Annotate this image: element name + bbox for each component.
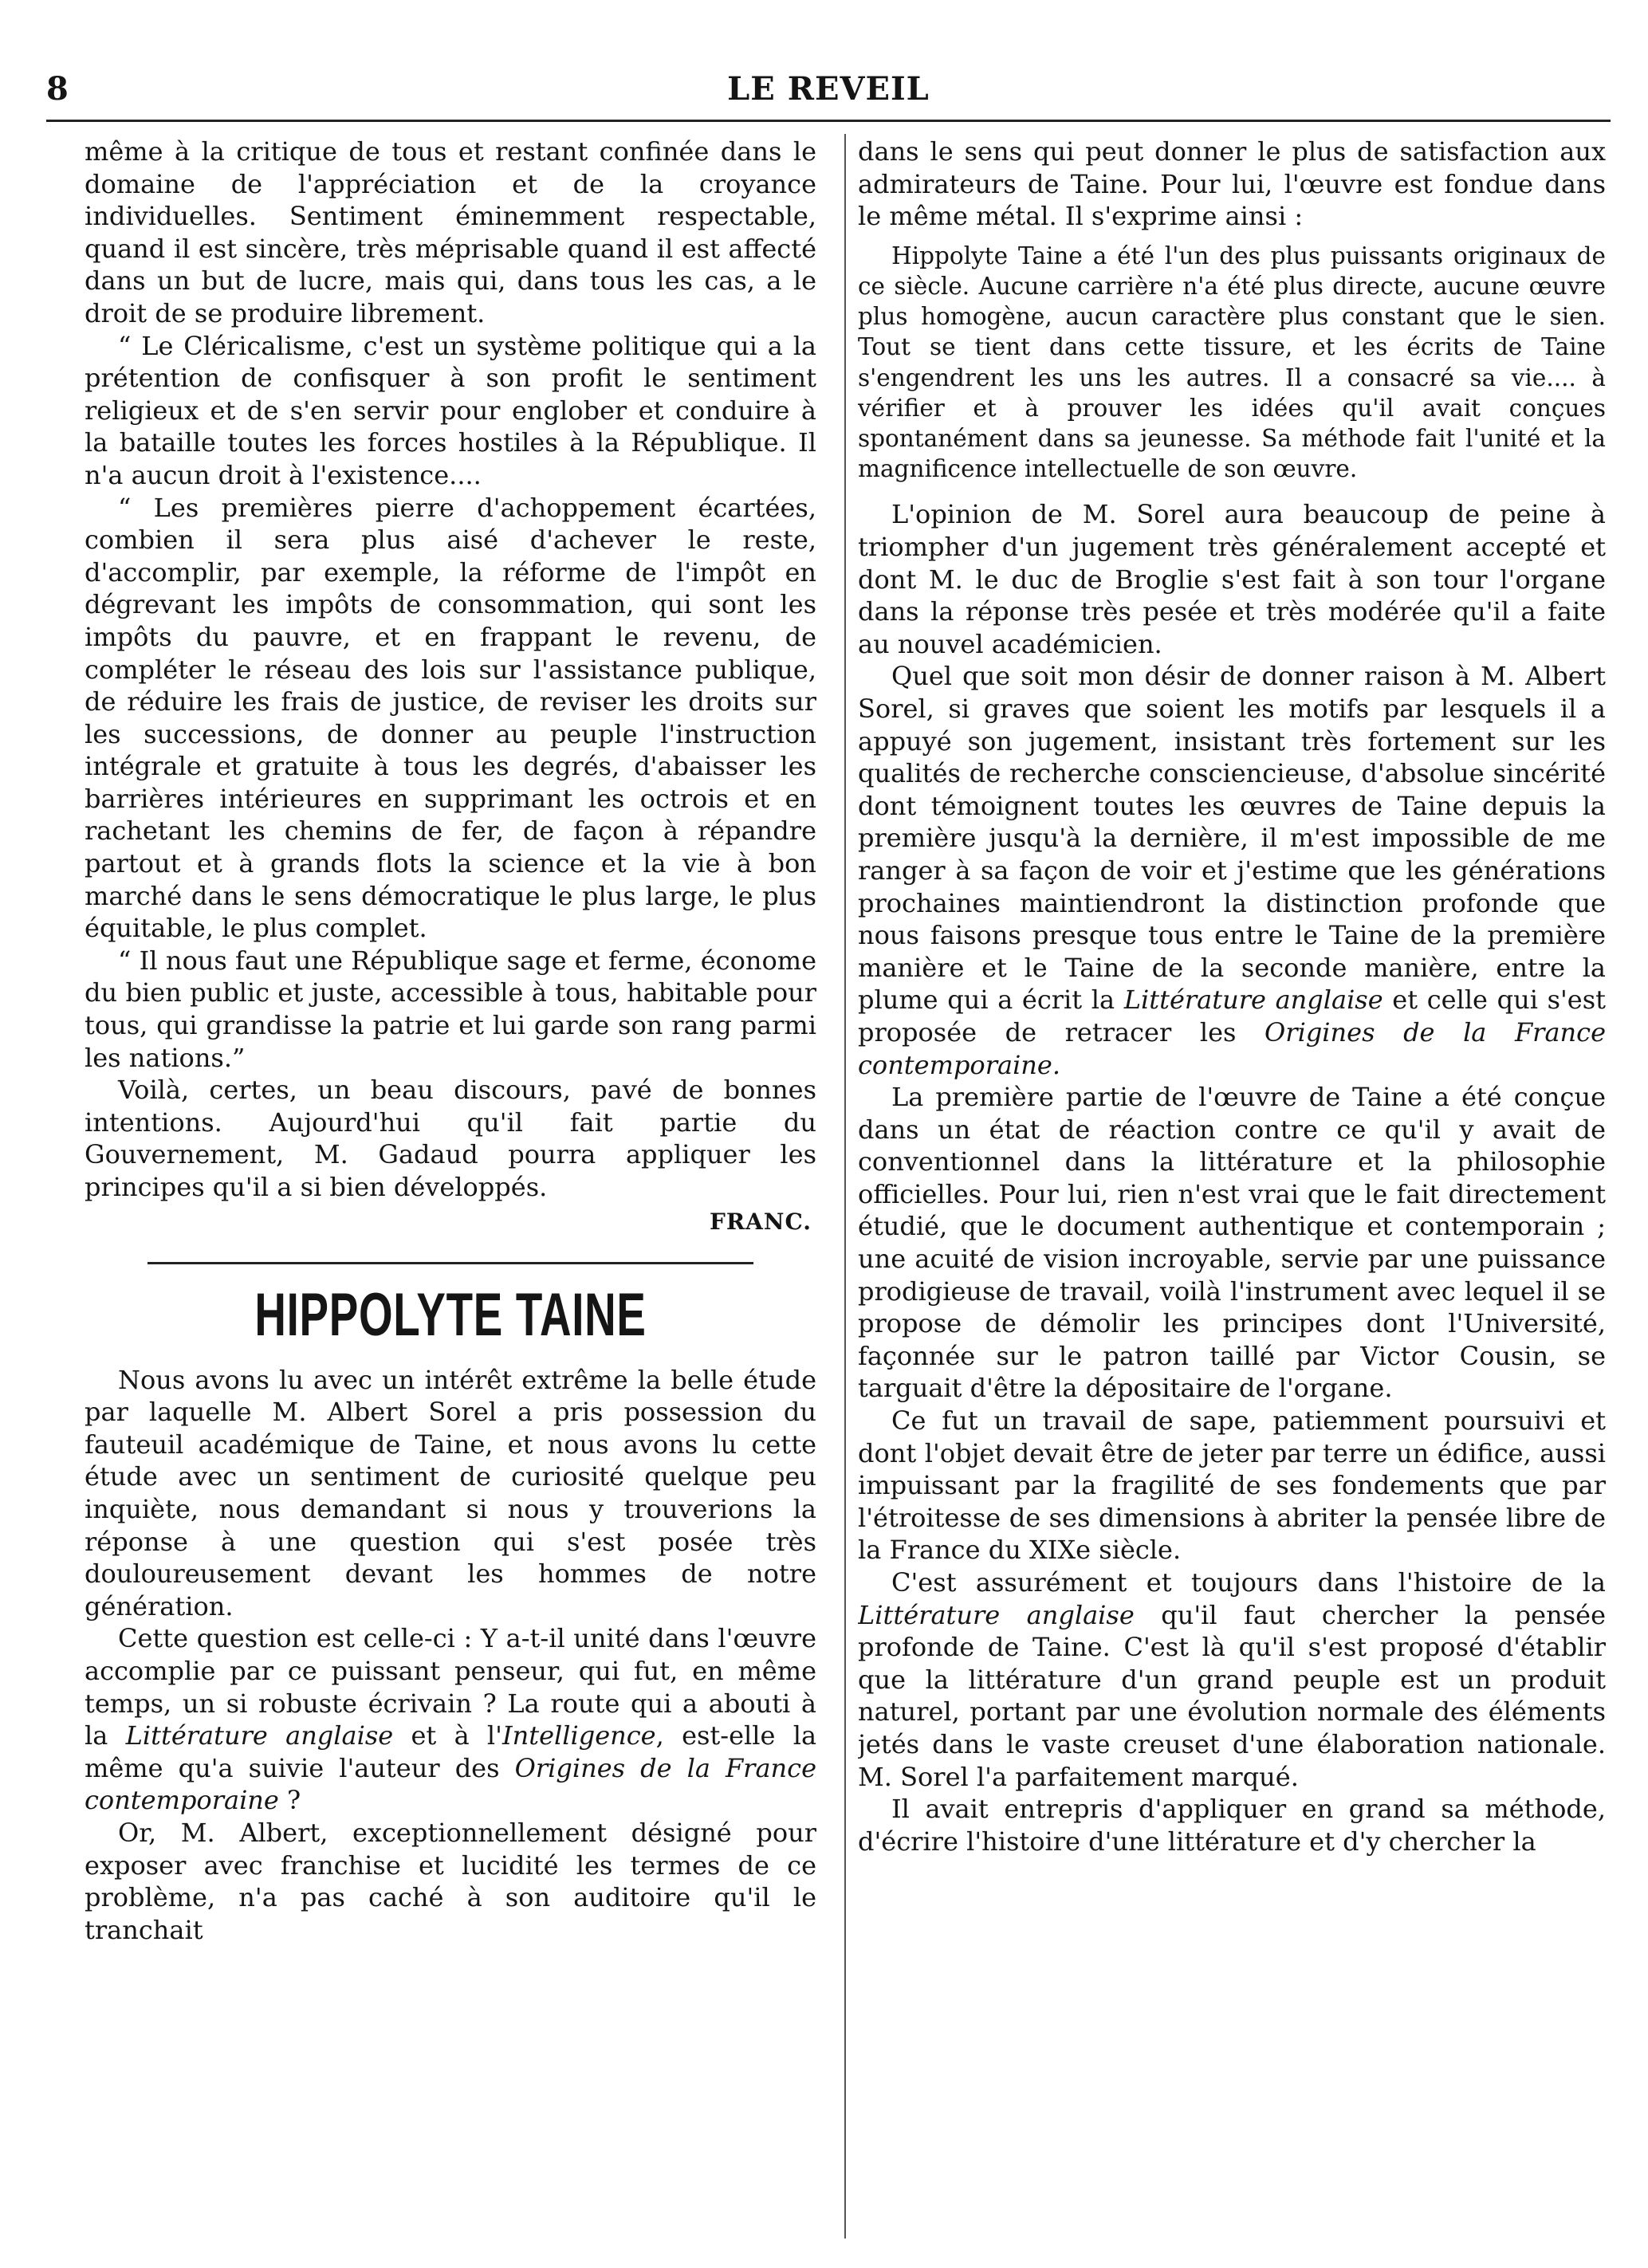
italic-title: Littérature anglaise	[125, 1720, 394, 1751]
paragraph-conclusion: Voilà, certes, un beau discours, pavé de bonnes intentions. Aujourd'hui qu'il fait partie du Gouvernement, M. Gadaud pourra appliquer les principes qu'il a si bien développés.	[85, 1075, 816, 1202]
italic-title: Origines de la France contemporaine	[85, 1752, 816, 1816]
text-run: et à l'	[393, 1720, 502, 1751]
text-run: et celle qui s'est proposée de retracer les	[858, 985, 1606, 1048]
paragraph-quote-clericalism: “ Le Cléricalisme, c'est un système politique qui a la prétention de confisquer à son profit le sentiment religieux et de s'en servir pour englober et conduire à la bataille toutes les forces hostiles à la République. Il n'a aucun droit à l'existence....	[85, 330, 816, 490]
article-paragraph-broglie: L'opinion de M. Sorel aura beaucoup de peine à triompher d'un jugement très généralement accepté et dont M. le duc de Broglie s'est fait à son tour l'organe dans la réponse très pesée et très modérée qu'il a faite au nouvel académicien.	[858, 499, 1606, 659]
italic-title: Littérature anglaise	[858, 1599, 1135, 1630]
text-run: Cette question est celle-ci : Y a-t-il unité dans l'œuvre accomplie par ce puissant penseur, qui fut, en même temps, un si robuste écrivain ? La route qui a abouti à la	[85, 1623, 816, 1751]
text-run: C'est assurément et toujours dans l'histoire de la	[891, 1567, 1606, 1598]
right-column	[858, 136, 1606, 2244]
section-rule	[147, 1262, 753, 1264]
left-column	[85, 136, 816, 2244]
text-run: qu'il faut chercher la pensée profonde de Taine. C'est là qu'il s'est proposé d'établir que la littérature d'un grand peuple est un produit naturel, portant par une évolution normale des éléments jetés dans le vaste creuset d'une élaboration nationale. M. Sorel l'a parfaitement marqué.	[858, 1599, 1606, 1792]
page-number: 8	[46, 70, 69, 108]
text-run: , est-elle la même qu'a suivie l'auteur des	[85, 1720, 816, 1783]
newspaper-title: LE REVEIL	[727, 70, 930, 108]
column-divider	[844, 134, 846, 2239]
header-rule	[46, 120, 1611, 122]
article-paragraph-method: Il avait entrepris d'appliquer en grand sa méthode, d'écrire l'histoire d'une littérature et d'y chercher la	[858, 1794, 1606, 1857]
article-paragraph-literature	[858, 1566, 1606, 1793]
article-title: HIPPOLYTE TAINE	[254, 1280, 647, 1349]
italic-title: Origines de la France contemporaine.	[858, 1016, 1606, 1080]
article-paragraph-question	[85, 1622, 816, 1817]
page-header	[46, 70, 1611, 118]
text-run: Quel que soit mon désir de donner raison à M. Albert Sorel, si graves que soient les motifs par lesquels il a appuyé son jugement, insistant très fortement sur les qualités de recherche consciencieuse, d'absolue sincérité dont témoignent toutes les œuvres de Taine depuis la première jusqu'à la dernière, il m'est impossible de me ranger à sa façon de voir et j'estime que les générations prochaines maintiendront la distinction profonde que nous faisons presque tous entre le Taine de la première manière et le Taine de la seconde manière, entre la plume qui a écrit la	[858, 661, 1606, 1016]
paragraph-continued: même à la critique de tous et restant confinée dans le domaine de l'appréciation et de la croyance individuelles. Sentiment éminemment respectable, quand il est sincère, très méprisable quand il est affecté dans un but de lucre, mais qui, dans tous les cas, a le droit de se produire librement.	[85, 136, 816, 328]
text-run: ?	[278, 1785, 301, 1816]
paragraph-continued: dans le sens qui peut donner le plus de satisfaction aux admirateurs de Taine. Pour lui, l'œuvre est fondue dans le même métal. Il s'exprime ainsi :	[858, 136, 1606, 232]
paragraph-quote-republic: “ Il nous faut une République sage et ferme, économe du bien public et juste, accessible à tous, habitable pour tous, qui grandisse la patrie et lui garde son rang parmi les nations.”	[85, 945, 816, 1073]
italic-title: Intelligence	[501, 1720, 656, 1751]
block-quote-sorel: Hippolyte Taine a été l'un des plus puissants originaux de ce siècle. Aucune carrière n'a été plus directe, aucune œuvre plus homogène, aucun caractère plus constant que le sien. Tout se tient dans cette tissure, et les écrits de Taine s'engendrent les uns les autres. Il a consacré sa vie.... à vérifier et à prouver les idées qu'il avait conçues spontanément dans sa jeunesse. Sa méthode fait l'unité et la magnificence intellectuelle de son œuvre.	[858, 242, 1606, 483]
author-signature: FRANC.	[709, 1208, 812, 1235]
article-paragraph-first-part: La première partie de l'œuvre de Taine a été conçue dans un état de réaction contre ce qu'il y avait de conventionnel dans la littérature et la philosophie officielles. Pour lui, rien n'est vrai que le fait directement étudié, que le document authentique et contemporain ; une acuité de vision incroyable, servie par une puissance prodigieuse de travail, voilà l'instrument avec lequel il se propose de démolir les principes dont l'Université, façonnée sur le patron taillé par Victor Cousin, se targuait d'être la dépositaire de l'organe.	[858, 1082, 1606, 1404]
italic-title: Littérature anglaise	[1123, 985, 1383, 1016]
article-paragraph-sape: Ce fut un travail de sape, patiemment poursuivi et dont l'objet devait être de jeter par terre un édifice, aussi impuissant par la fragilité de ses fondements que par l'étroitesse de ses dimensions à abriter la pensée libre de la France du XIXe siècle.	[858, 1405, 1606, 1566]
article-paragraph-opinion	[858, 660, 1606, 1081]
article-paragraph-sorel: Or, M. Albert, exceptionnellement désigné pour exposer avec franchise et lucidité les termes de ce problème, n'a pas caché à son auditoire qu'il le tranchait	[85, 1817, 816, 1945]
article-paragraph-intro: Nous avons lu avec un intérêt extrême la belle étude par laquelle M. Albert Sorel a pris possession du fauteuil académique de Taine, et nous avons lu cette étude avec un sentiment de curiosité quelque peu inquiète, nous demandant si nous y trouverions la réponse à une question qui s'est posée très douloureusement devant les hommes de notre génération.	[85, 1364, 816, 1621]
paragraph-quote-reforms: “ Les premières pierre d'achoppement écartées, combien il sera plus aisé d'achever le reste, d'accomplir, par exemple, la réforme de l'impôt en dégrevant les impôts de consommation, qui sont les impôts du pauvre, et en frappant le revenu, de compléter le réseau des lois sur l'assistance publique, de réduire les frais de justice, de reviser les droits sur les successions, de donner au peuple l'instruction intégrale et gratuite à tous les degrés, d'abaisser les barrières intérieures en supprimant les octrois et en rachetant les chemins de fer, de façon à répandre partout et à grands flots la science et la vie à bon marché dans le sens démocratique le plus large, le plus équitable, le plus complet.	[85, 492, 816, 944]
